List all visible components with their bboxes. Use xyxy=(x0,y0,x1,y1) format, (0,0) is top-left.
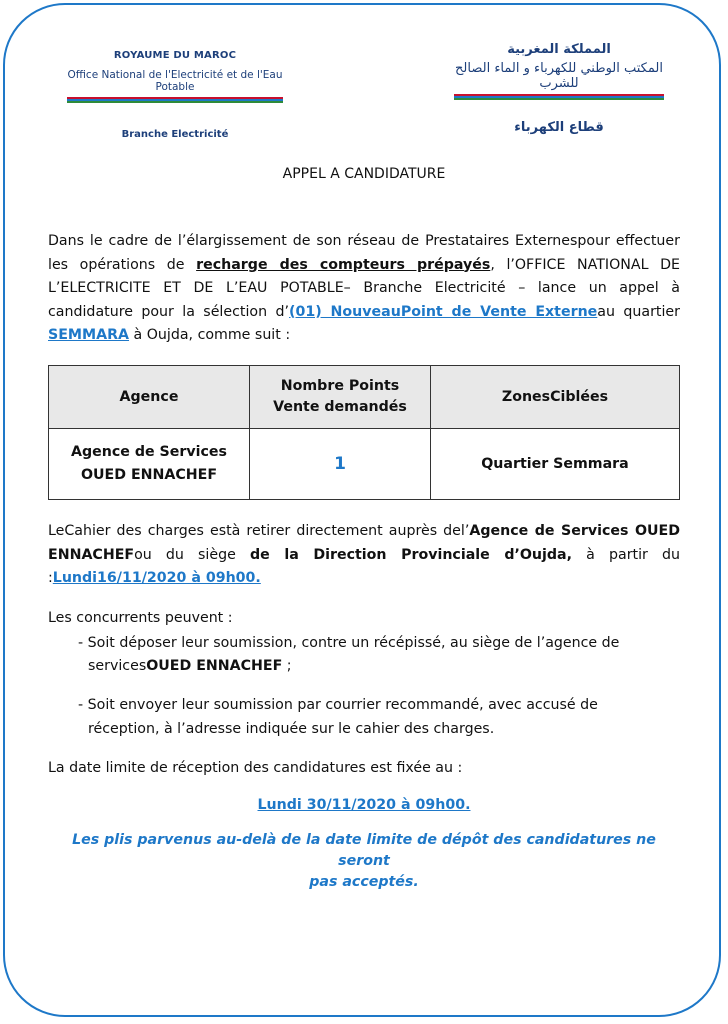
deadline-date: Lundi 30/11/2020 à 09h00. xyxy=(257,797,471,813)
intro-service-highlight: recharge des compteurs prépayés xyxy=(196,256,491,273)
option-2-line-2: réception, à l’adresse indiquée sur le cahier des charges. xyxy=(88,721,495,737)
cahier-agency: Agence de Services OUED ENNACHEF xyxy=(48,523,680,563)
cell-agence: Agence de Services OUED ENNACHEF xyxy=(49,429,250,500)
deadline-warning: Les plis parvenus au-delà de la date limite de dépôt des candidatures ne seront pas acceptés. xyxy=(72,832,656,890)
cahier-direction: de la Direction Provinciale d’Oujda, xyxy=(249,546,573,563)
cell-zone: Quartier Semmara xyxy=(431,429,680,500)
concurrents-intro: Les concurrents peuvent : xyxy=(48,610,233,626)
cahier-paragraph: LeCahier des charges està retirer directement auprès del’Agence de Services OUED ENNACHEFou du siège de la Direction Provinciale d’Oujda, à partir du :Lundi16/11/2020 à 09h00. xyxy=(48,523,680,586)
header-right xyxy=(448,42,670,135)
intro-district-highlight: SEMMARA xyxy=(48,327,130,343)
header-zones: ZonesCiblées xyxy=(431,366,680,429)
intro-text-3: , l’OFFICE NATIONAL DE L’ELECTRICITE ET DE L’EAU POTABLE– Branche Electricité – lance un appel à candidature pour la sélection d’ xyxy=(48,256,680,320)
header-tricolor-bar-right xyxy=(454,94,664,100)
header-office-ar: المكتب الوطني للكهرباء و الماء الصالح للشرب xyxy=(455,61,663,91)
cahier-start-date: Lundi16/11/2020 à 09h00. xyxy=(52,570,261,586)
header-left xyxy=(60,50,290,140)
intro-text-7: à Oujda, comme suit : xyxy=(129,327,291,343)
document-title: APPEL A CANDIDATURE xyxy=(282,166,446,182)
option-2: - Soit envoyer leur soumission par courrier recommandé, avec accusé de xyxy=(78,697,598,713)
cell-nombre: 1 xyxy=(250,429,431,500)
option-1-line-2: servicesOUED ENNACHEF ; xyxy=(88,658,292,674)
deadline-intro: La date limite de réception des candidatures est fixée au : xyxy=(48,760,463,776)
header-kingdom-ar: المملكة المغربية xyxy=(507,42,611,57)
header-kingdom-fr: ROYAUME DU MAROC xyxy=(113,50,237,61)
intro-text-5: au quartier xyxy=(597,303,680,320)
header-branch-fr: Branche Electricité xyxy=(121,129,229,140)
agencies-table xyxy=(48,365,680,500)
header-tricolor-bar-left xyxy=(67,97,283,103)
option-1: - Soit déposer leur soumission, contre un récépissé, au siège de l’agence de xyxy=(78,635,620,651)
header-nombre: Nombre Points Vente demandés xyxy=(250,366,431,429)
intro-point-highlight: (01) NouveauPoint de Vente Externe xyxy=(289,303,598,320)
table-row xyxy=(49,429,680,500)
header-branch-ar: قطاع الكهرباء xyxy=(514,120,604,135)
table-header-row xyxy=(49,366,680,429)
intro-text-1: Dans le cadre de l’élargissement de son réseau de Prestataires Externespour effectuer les opérations de xyxy=(48,233,680,273)
intro-paragraph xyxy=(48,230,680,348)
header-office-fr: Office National de l'Electricité et de l'Eau Potable xyxy=(67,69,283,93)
header-agence: Agence xyxy=(49,366,250,429)
